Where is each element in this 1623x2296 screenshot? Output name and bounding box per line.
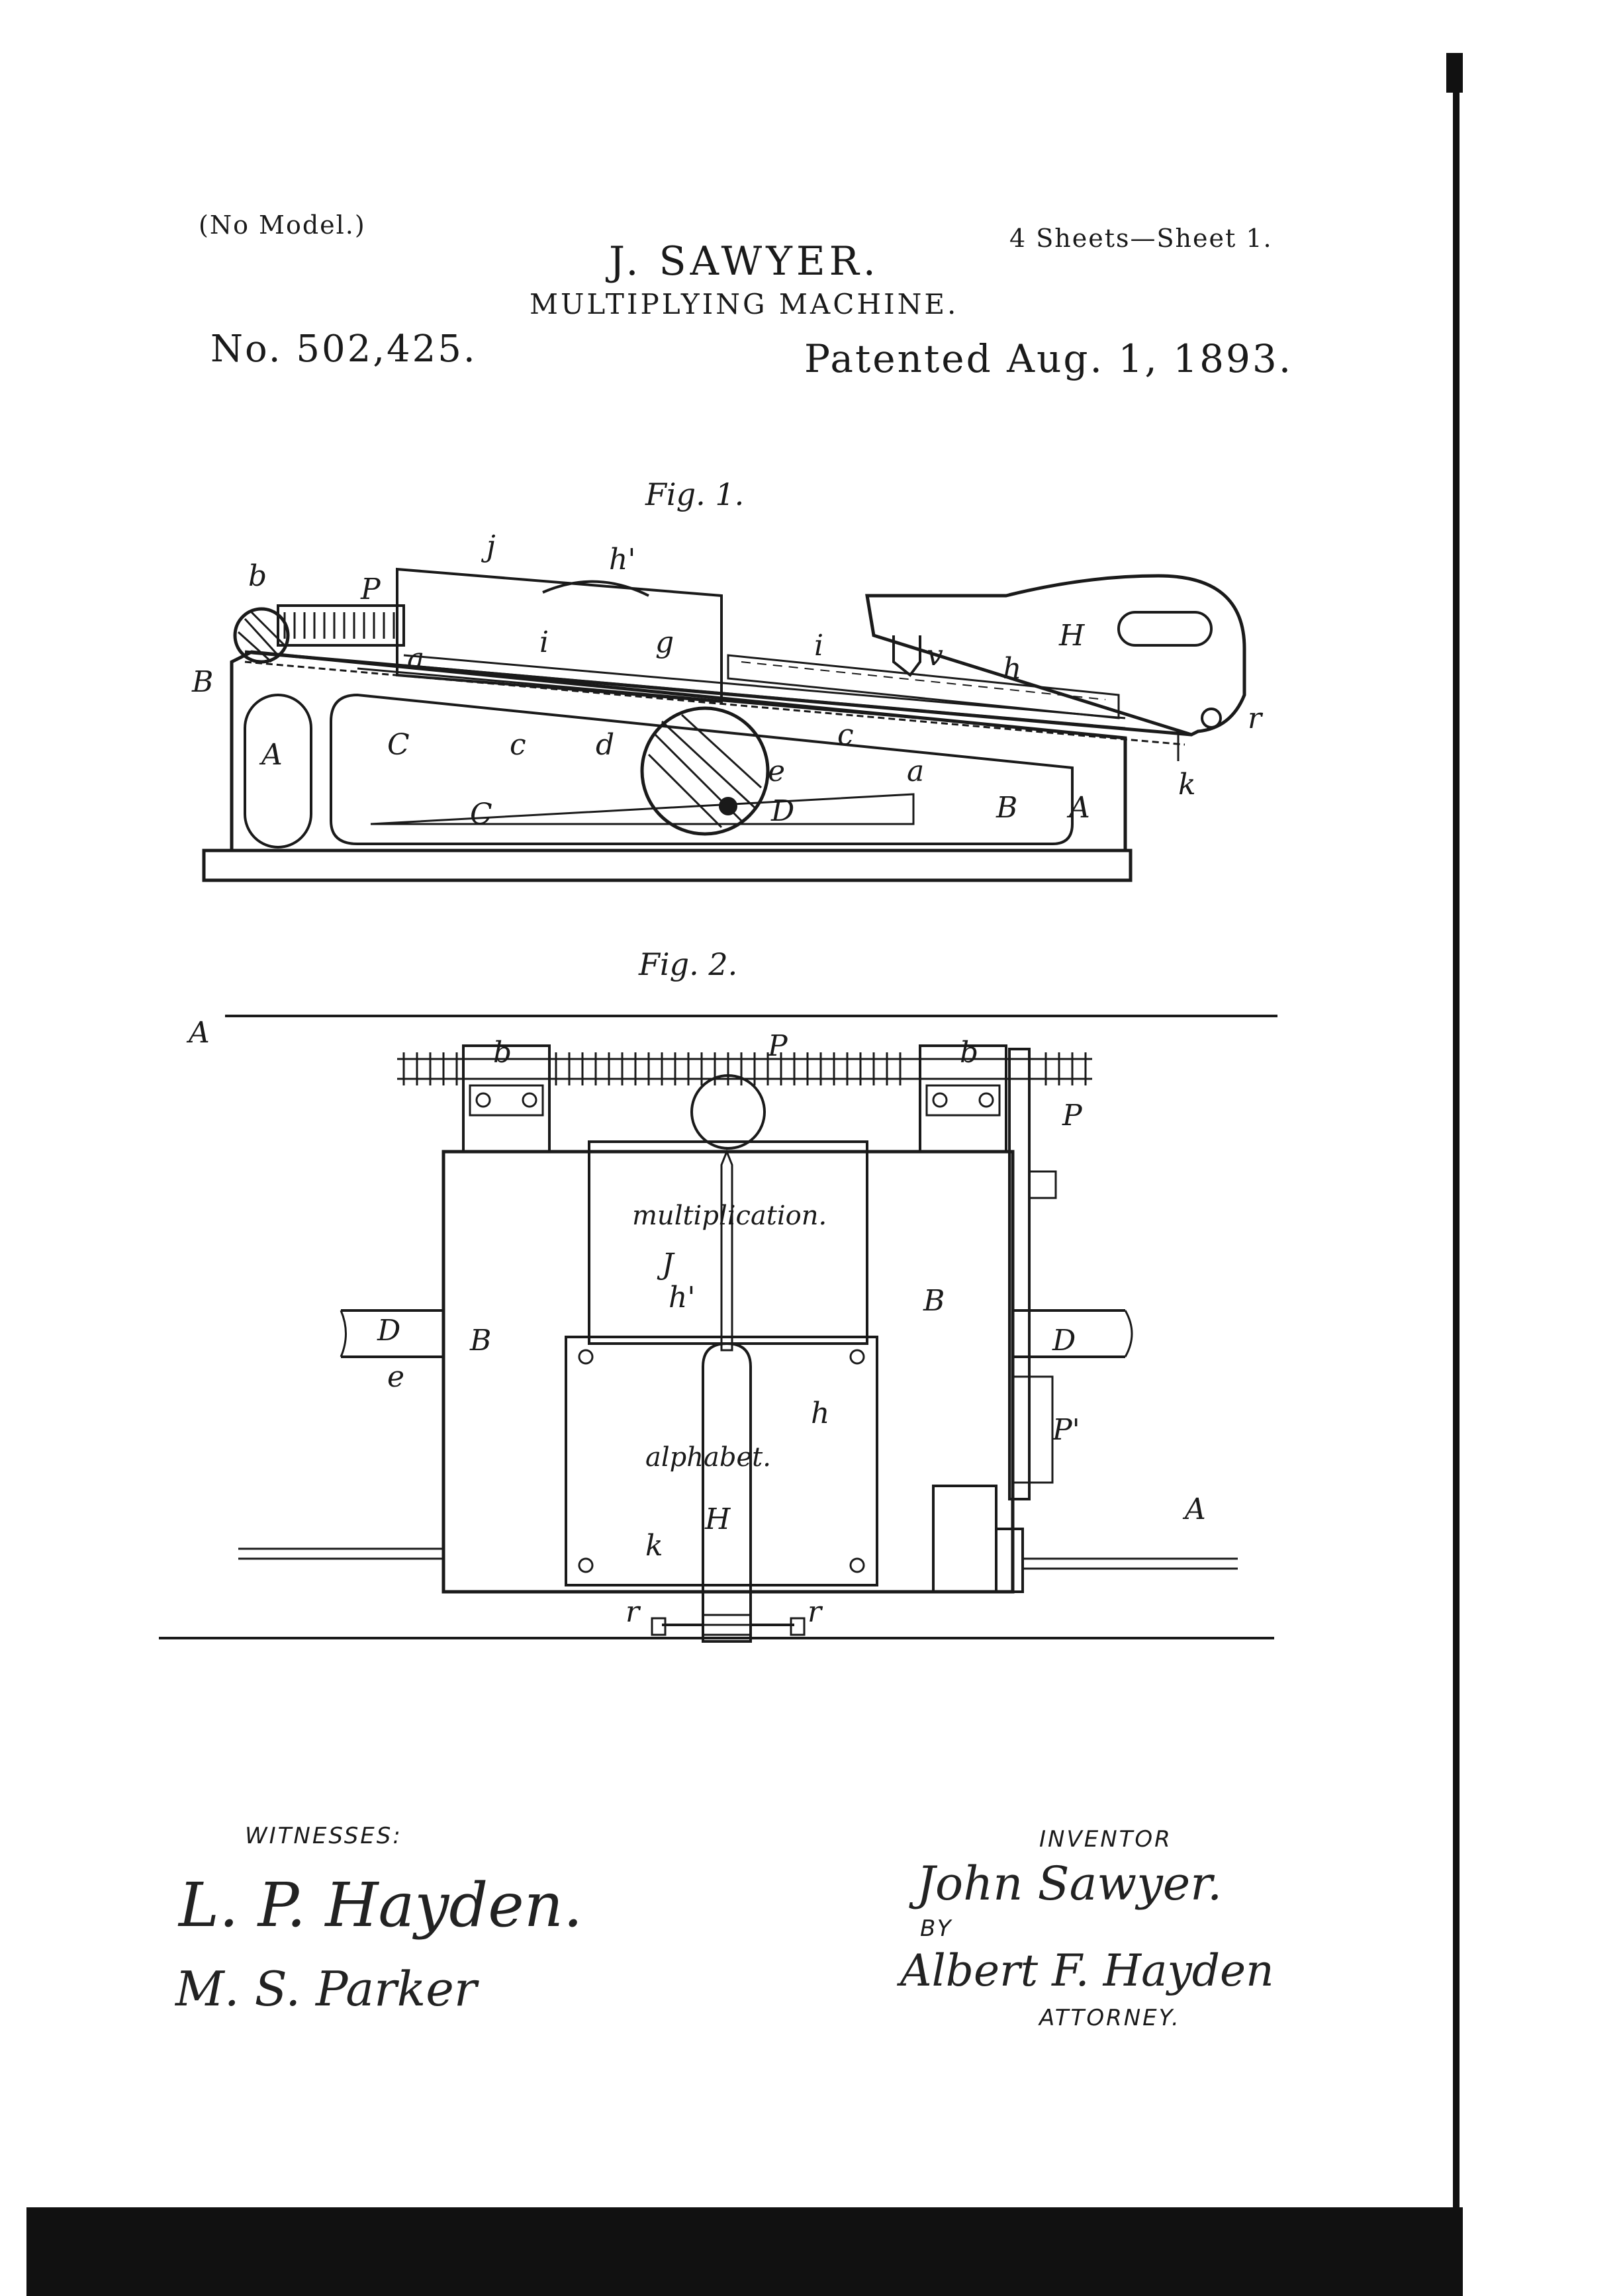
fig1-label-i: i [539, 625, 549, 659]
fig1-label-a-right: a [907, 755, 925, 788]
patented-date: Patented Aug. 1, 1893. [804, 336, 1293, 381]
fig1-label-d: d [596, 728, 615, 762]
fig2-plate-alphabet: alphabet. [645, 1442, 771, 1473]
fig2-label-J: J [662, 1248, 674, 1281]
fig1-label-B-right: B [996, 791, 1018, 825]
fig1-drawing [204, 569, 1244, 880]
signature-block [174, 1823, 1274, 2031]
fig2-card-multiplication: multiplication. [632, 1201, 827, 1231]
fig1-label-A-left: A [261, 738, 283, 772]
fig1-label-a: a [407, 642, 425, 676]
fig2-label-b-left: b [493, 1036, 512, 1070]
fig1-label-A-right: A [1069, 791, 1090, 825]
fig2-drawing [159, 1016, 1277, 1641]
inventor-signature: John Sawyer. [917, 1857, 1223, 1911]
fig1-label-c-left: c [510, 728, 526, 762]
fig1-part-labels [191, 529, 1264, 831]
fig1-label-b: b [248, 559, 267, 593]
fig2-label-A-top: A [189, 1016, 210, 1050]
fig1-label-h: h [1003, 652, 1022, 686]
no-model-note: (No Model.) [199, 210, 366, 240]
fig2-part-labels [186, 1016, 1206, 1629]
fig2-label-D-left: D [377, 1314, 401, 1348]
fig1-label-H: H [1059, 619, 1085, 653]
attorney-label: ATTORNEY. [1039, 2005, 1181, 2031]
sheet-count: 4 Sheets—Sheet 1. [1009, 224, 1273, 253]
fig2-label-h: h [811, 1397, 830, 1430]
fig2-label-D-right: D [1052, 1324, 1076, 1357]
fig2-label-b-right: b [960, 1036, 979, 1070]
fig2-label-B-left: B [470, 1324, 492, 1357]
witnesses-label: WITNESSES: [245, 1823, 402, 1849]
patent-number: No. 502,425. [210, 328, 477, 371]
fig2-label-k: k [645, 1529, 663, 1563]
fig1-label-c-right: c [837, 718, 854, 752]
inventor-name-header: J. SAWYER. [609, 238, 880, 285]
witness-1-signature: L. P. Hayden. [179, 1870, 583, 1941]
fig2-label-P-top: P [768, 1029, 788, 1063]
inventor-label: INVENTOR [1039, 1826, 1172, 1853]
fig2-label-P-prime: P' [1052, 1413, 1080, 1447]
fig2-label: Fig. 2. [639, 946, 738, 982]
fig2-label-e: e [387, 1360, 405, 1394]
fig1-label-B-left: B [192, 665, 214, 699]
fig1-label-C-upper: C [387, 728, 410, 762]
witness-2-signature: M. S. Parker [175, 1961, 477, 2017]
fig1-label-j: j [487, 529, 496, 563]
patent-title: MULTIPLYING MACHINE. [530, 288, 959, 320]
fig1-label-P: P [361, 573, 381, 606]
fig1-label-i-2: i [814, 629, 824, 663]
fig1-label-v: v [927, 639, 943, 672]
fig1-label-e: e [768, 755, 786, 788]
fig1-label-g: g [655, 625, 674, 659]
fig1-label-D: D [771, 794, 795, 828]
fig1-label: Fig. 1. [645, 477, 745, 512]
fig2-label-r-left: r [626, 1595, 640, 1629]
fig2-label-A-right: A [1185, 1492, 1206, 1526]
fig1-label-r: r [1248, 702, 1262, 735]
fig2-label-P-right: P [1062, 1099, 1082, 1132]
by-label: BY [920, 1915, 953, 1942]
attorney-signature: Albert F. Hayden [900, 1945, 1274, 1996]
fig1-label-C-lower: C [470, 798, 492, 831]
fig2-label-h-prime: h' [669, 1281, 696, 1314]
fig1-label-h-prime: h' [609, 543, 636, 576]
fig1-label-k: k [1178, 768, 1196, 802]
fig2-label-H: H [705, 1502, 731, 1536]
fig2-label-B-right: B [923, 1284, 945, 1318]
fig2-label-r-right: r [808, 1595, 822, 1629]
